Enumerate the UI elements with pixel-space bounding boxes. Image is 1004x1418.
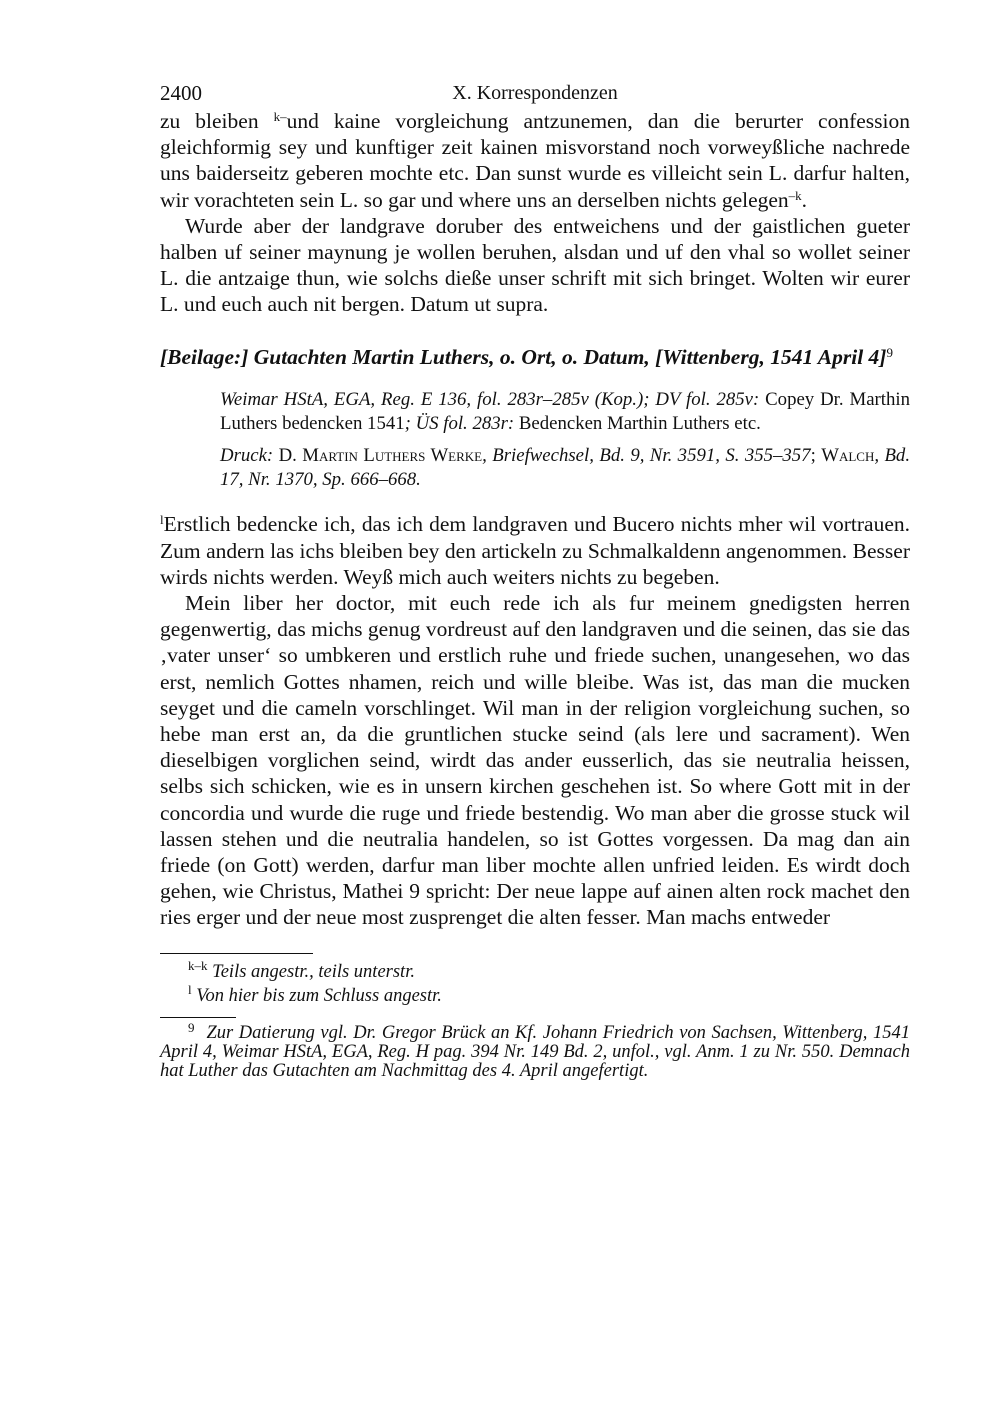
source-line-2 xyxy=(220,444,910,492)
footnote-k-text: Teils angestr., teils unterstr. xyxy=(207,961,415,982)
letter-body xyxy=(160,511,910,930)
paragraph-3 xyxy=(160,511,910,590)
running-head: X. Korrespondenzen xyxy=(452,82,618,104)
source-1-title-2: Bedencken Marthin Luthers etc. xyxy=(514,413,761,435)
footnote-rule-2 xyxy=(160,1017,236,1018)
footnote-9 xyxy=(160,1019,910,1081)
print-details: , Briefwechsel, Bd. 9, Nr. 3591, S. 355–357 xyxy=(482,445,811,467)
print-walch-details: , Bd. 17, Nr. 1370, Sp. 666–668. xyxy=(220,445,911,491)
note-mark-k-start: k– xyxy=(273,109,287,124)
note-mark-k-end: –k xyxy=(788,187,802,203)
paragraph-1 xyxy=(160,108,910,213)
section-heading-text: [Beilage:] Gutachten Martin Luthers, o. Ort, o. Datum, [Wittenberg, 1541 April 4] xyxy=(160,344,887,369)
page-number: 2400 xyxy=(160,81,202,105)
document-page xyxy=(160,78,910,1081)
print-walch: Walch xyxy=(821,445,875,467)
paragraph-4: Mein liber her doctor, mit euch rede ich als fur meinem gnedigsten herren gegenwertig, das michs genug vordreust auf den landgraven und die seinen, das sie das ‚vater unser‘ so umbkeren und erstlich ruhe und friede suchen, unangesehen, wo das erst, nemlich Gottes nhamen, reich und wille bleibe. Was ist, das man die mucken seyget und die cameln vorschlinget. Wil man in der religion vorgleichung suchen, so hebe man erst an, da die gruntlichen stucke seind (als lere und sacrament). Wen dieselbigen vorglichen seind, wirdt das ander eusserlich, das sie neutralia heissen, selbs sich schicken, wie es in unsern kirchen geschehen ist. So where Gott mit in der concordia und wurde die ruge und friede bestendig. Wo man aber die grosse stuck wil lassen stehen und die neutralia handelen, so ist Gottes vorgessen. Da mag dan ain friede (on Gott) werden, darfur man liber mochte allen unfried leiden. Es wirdt doch gehen, wie Christus, Mathei 9 spricht: Der neue lappe auf ainen alten rock machet den ries erger und der neue most zusprenget die alten fesser. Man machs entweder xyxy=(160,591,910,930)
source-1-archive: Weimar HStA, EGA, Reg. E 136, fol. 283r–285v (Kop.); DV fol. 285v: xyxy=(220,389,760,411)
source-1-title: Copey Dr. Marthin Luthers bedencken 1541 xyxy=(220,389,910,435)
footnote-9-text: Zur Datierung vgl. Dr. Gregor Brück an Kf. Johann Friedrich von Sachsen, Wittenberg, 1541 April 4, Weimar HStA, EGA, Reg. H pag. 394 Nr. 149 Bd. 2, unfol., vgl. Anm. 1 zu Nr. 550. Demnach hat Luther das Gutachten am Nachmittag des 4. April angefertigt. xyxy=(160,1022,910,1081)
print-d: D. xyxy=(273,445,303,467)
footnote-k-mark: k–k xyxy=(188,957,208,973)
footnote-9-mark: 9 xyxy=(188,1019,195,1035)
paragraph-1-text-b: und kaine vorgleichung antzunemen, dan die berurter confession gleichformig sey und kunftiger zeit kainen misvorstand noch vorweyßliche nachrede uns baiderseitz geberen mochte etc. Dan sunst wurde es villeicht sein L. darfur halten, wir vorachteten sein L. so gar und where uns an derselben nichts gelegen xyxy=(160,109,911,212)
note-mark-l: l xyxy=(160,512,164,528)
footnote-k xyxy=(188,957,910,984)
footnote-l-text: Von hier bis zum Schluss angestr. xyxy=(191,985,442,1006)
print-label: Druck: xyxy=(220,445,274,467)
footnote-l-mark: l xyxy=(188,981,192,997)
source-line-1 xyxy=(220,388,910,436)
paragraph-1-text-c: . xyxy=(801,187,808,212)
heading-note-mark: 9 xyxy=(886,344,893,360)
print-sep: ; xyxy=(810,445,822,467)
source-1-us: ; ÜS fol. 283r: xyxy=(404,413,515,435)
page-header xyxy=(160,78,910,108)
paragraph-3-text: Erstlich bedencke ich, das ich dem landgraven und Bucero nichts mher wil vortrauen. Zum andern las ichs bleiben bey den artickeln zu Schmalkaldenn angenommen. Besser wirds nichts werden. Weyß mich auch weiters nichts zu begeben. xyxy=(160,512,910,589)
footnote-l xyxy=(188,981,910,1008)
print-work: Martin Luthers Werke xyxy=(302,445,483,467)
section-heading xyxy=(160,344,910,370)
paragraph-2: Wurde aber der landgrave doruber des entweichens und der gaistlichen gueter halben uf seiner maynung je wollen beruhen, alsdan und uf den vhal so wollet seiner L. die antzaige thun, wie solchs dieße unser schrift mit sich bringet. Wolten wir eurer L. und euch auch nit bergen. Datum ut supra. xyxy=(160,213,910,317)
footnote-rule-1 xyxy=(160,953,313,954)
paragraph-1-text-a: zu bleiben xyxy=(160,109,274,133)
